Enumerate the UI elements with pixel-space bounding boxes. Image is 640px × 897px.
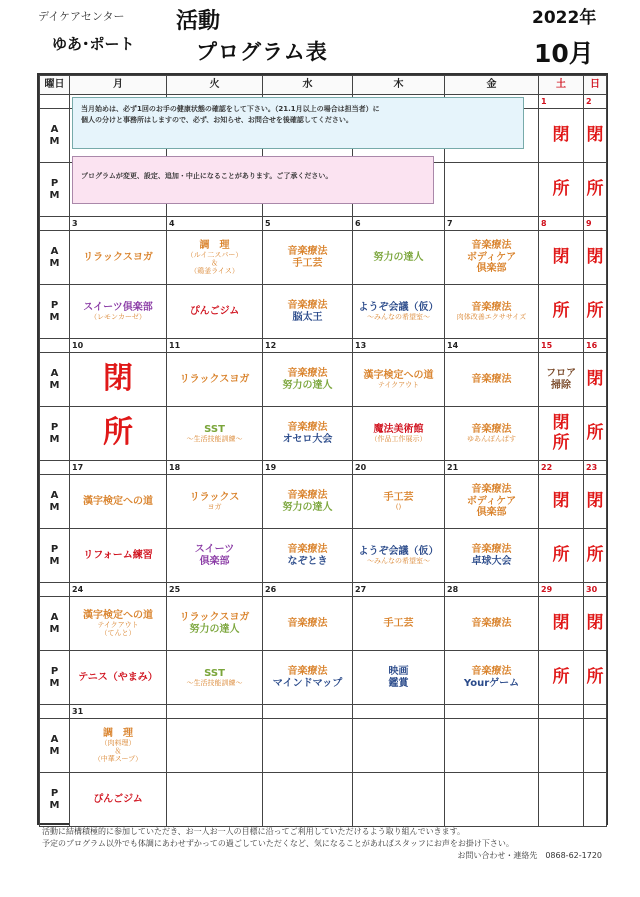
activity-cell (353, 719, 445, 773)
activity-name: 魔法美術館 (373, 423, 424, 435)
activity-cell (70, 529, 167, 583)
activity-cell (584, 109, 607, 163)
activity-name: 音楽療法 (471, 373, 512, 385)
activity-detail: 脳太王 (292, 311, 323, 323)
activity-name: ようぞ会議（仮） (358, 545, 439, 557)
activity-detail: テイクアウト （てんと） (97, 621, 139, 638)
activity-cell (263, 475, 353, 529)
ampm-label: A M (40, 353, 70, 407)
facility-name: ゆあ･ポート (52, 35, 135, 53)
date-number: 31 (70, 705, 167, 719)
activity-cell (539, 597, 584, 651)
activity-cell (539, 773, 584, 827)
activity-name: 音楽療法 (471, 544, 512, 555)
activity-name: 音楽療法 (287, 368, 328, 379)
activity-cell (584, 529, 607, 583)
weekday-label: 水 (263, 76, 353, 95)
closed-mark: 閉 (586, 124, 604, 145)
activity-cell (445, 773, 539, 827)
activity-cell (584, 773, 607, 827)
activity-detail: （ルイ二スパー） ＆ （鶏釜ライス） (186, 251, 243, 276)
activity-cell (445, 353, 539, 407)
date-number: 20 (353, 461, 445, 475)
date-row (40, 217, 607, 231)
activity-detail: ゆあんぽんぱす (467, 435, 516, 444)
activity-cell (539, 353, 584, 407)
closed-mark: 所 (552, 666, 570, 687)
activity-name: SST (204, 423, 225, 435)
activity-name: 音楽療法 (471, 240, 512, 252)
activity-name: リラックス (189, 491, 240, 503)
activity-cell (167, 719, 263, 773)
footer (42, 826, 612, 862)
activity-cell (353, 285, 445, 339)
activity-name: 音楽療法 (287, 246, 328, 257)
activity-name: 音楽療法 (471, 617, 512, 629)
activity-detail: テイクアウト (377, 381, 420, 390)
closed-mark: 閉 (552, 612, 570, 633)
closed-mark: 閉 (552, 124, 570, 145)
date-number: 4 (167, 217, 263, 231)
weekday-label: 曜日 (40, 76, 70, 95)
month-label: 10月 (534, 39, 594, 68)
activity-detail: Yourゲーム (463, 677, 520, 689)
activity-name: 音楽療法 (287, 422, 328, 433)
weekday-label: 土 (539, 76, 584, 95)
am-row (40, 353, 607, 407)
weekday-label: 日 (584, 76, 607, 95)
closed-mark: 所 (103, 415, 133, 451)
closed-mark: 所 (552, 544, 570, 565)
activity-cell (539, 651, 584, 705)
weekday-header-row (40, 76, 607, 95)
activity-cell (70, 231, 167, 285)
closed-mark: 所 (586, 422, 604, 443)
ampm-label (40, 339, 70, 353)
activity-cell (539, 407, 584, 461)
activity-cell (70, 773, 167, 827)
date-number (539, 705, 584, 719)
activity-cell (167, 285, 263, 339)
pm-row (40, 651, 607, 705)
closed-mark: 所 (552, 178, 570, 199)
activity-cell (539, 529, 584, 583)
activity-cell (167, 773, 263, 827)
activity-name: 音楽療法 (471, 301, 512, 313)
ampm-label (40, 705, 70, 719)
activity-cell (584, 407, 607, 461)
activity-cell (445, 529, 539, 583)
date-row (40, 705, 607, 719)
activity-name: 漢字検定への道 (83, 495, 153, 507)
closed-mark: 閉 所 (552, 412, 570, 453)
activity-name: 調 理 (199, 239, 230, 251)
closed-mark: 閉 (586, 368, 604, 389)
activity-name: 漢字検定への道 (363, 369, 434, 381)
activity-name: スイーツ倶楽部 (83, 301, 153, 313)
activity-cell (70, 597, 167, 651)
activity-name: リフォーム練習 (83, 549, 153, 561)
date-row (40, 583, 607, 597)
notice-pm: プログラムが変更、設定、追加・中止になることがあります。ご了承ください。 (72, 156, 434, 204)
activity-cell (539, 719, 584, 773)
activity-cell (263, 773, 353, 827)
closed-mark: 閉 (586, 490, 604, 511)
activity-cell (263, 719, 353, 773)
ampm-label: A M (40, 597, 70, 651)
activity-detail: () (395, 503, 402, 512)
activity-cell (70, 475, 167, 529)
activity-name: 調 理 (103, 727, 133, 739)
activity-cell (167, 475, 263, 529)
date-number: 16 (584, 339, 607, 353)
closed-mark: 所 (586, 178, 604, 199)
weekday-label: 火 (167, 76, 263, 95)
am-row (40, 475, 607, 529)
activity-name: 音楽療法 (471, 666, 512, 677)
year-label: 2022年 (532, 8, 597, 28)
am-row (40, 597, 607, 651)
activity-cell (353, 597, 445, 651)
ampm-label: A M (40, 109, 70, 163)
date-number (167, 705, 263, 719)
activity-cell (263, 407, 353, 461)
activity-detail: 努力の達人 (282, 379, 333, 391)
activity-cell (353, 529, 445, 583)
facility-type: デイケアセンター (38, 10, 125, 23)
activity-cell (353, 773, 445, 827)
date-number: 11 (167, 339, 263, 353)
pm-row (40, 285, 607, 339)
activity-detail: オセロ大会 (282, 433, 333, 445)
activity-cell (584, 353, 607, 407)
activity-cell (167, 597, 263, 651)
activity-cell (539, 231, 584, 285)
date-number: 22 (539, 461, 584, 475)
activity-name: スイーツ 倶楽部 (194, 544, 235, 567)
activity-name: ぴんごジム (189, 305, 240, 317)
activity-name: 音楽療法 (287, 544, 328, 555)
date-row (40, 461, 607, 475)
activity-name: ようぞ会議（仮） (358, 301, 439, 313)
date-number: 14 (445, 339, 539, 353)
activity-cell (539, 109, 584, 163)
pm-row (40, 773, 607, 827)
ampm-label (40, 461, 70, 475)
activity-name: SST (204, 667, 225, 679)
date-number: 3 (70, 217, 167, 231)
activity-cell (445, 475, 539, 529)
date-number: 23 (584, 461, 607, 475)
date-number: 28 (445, 583, 539, 597)
activity-name: リラックスヨガ (83, 251, 153, 263)
activity-cell (353, 651, 445, 705)
date-number: 12 (263, 339, 353, 353)
ampm-label: A M (40, 719, 70, 773)
date-number: 17 (70, 461, 167, 475)
activity-cell (263, 597, 353, 651)
activity-cell (70, 719, 167, 773)
date-row (40, 339, 607, 353)
activity-name: 音楽療法 (287, 300, 328, 311)
activity-detail: （肉料理） ＆ （中華スープ） (93, 739, 143, 764)
closed-mark: 所 (552, 300, 570, 321)
ampm-label: P M (40, 285, 70, 339)
activity-cell (445, 407, 539, 461)
ampm-label: P M (40, 651, 70, 705)
activity-cell (263, 285, 353, 339)
date-number: 19 (263, 461, 353, 475)
date-number: 2 (584, 95, 607, 109)
closed-mark: 閉 (586, 612, 604, 633)
activity-cell (167, 353, 263, 407)
date-number: 30 (584, 583, 607, 597)
program-title: プログラム表 (196, 40, 328, 64)
closed-mark: 閉 (552, 246, 570, 267)
closed-mark: 所 (586, 300, 604, 321)
activity-name: 手工芸 (383, 617, 414, 629)
activity-name: リラックスヨガ (179, 612, 250, 623)
activity-cell (263, 353, 353, 407)
activity-detail: 手工芸 (292, 257, 323, 269)
weekday-label: 月 (70, 76, 167, 95)
pm-row (40, 407, 607, 461)
date-number (584, 705, 607, 719)
date-number: 5 (263, 217, 353, 231)
activity-cell (353, 407, 445, 461)
date-number: 25 (167, 583, 263, 597)
activity-detail: 努力の達人 (189, 623, 240, 635)
activity-detail: 〜生活技能訓練〜 (186, 435, 243, 444)
closed-mark: 閉 (586, 246, 604, 267)
ampm-label: P M (40, 773, 70, 827)
activity-cell (584, 285, 607, 339)
date-number: 1 (539, 95, 584, 109)
contact-info: お問い合わせ・連絡先 0868-62-1720 (457, 851, 602, 860)
date-number: 24 (70, 583, 167, 597)
activity-name: 漢字検定への道 (83, 609, 153, 621)
activity-detail: 〜生活技能訓練〜 (186, 679, 243, 688)
pm-row (40, 529, 607, 583)
date-number: 15 (539, 339, 584, 353)
activity-name: テニス（やまみ） (78, 671, 158, 683)
activity-detail: マインドマップ (272, 677, 343, 689)
activity-cell (584, 651, 607, 705)
activity-cell (445, 231, 539, 285)
closed-mark: 閉 (552, 490, 570, 511)
closed-mark: 所 (586, 666, 604, 687)
activity-cell (70, 285, 167, 339)
activity-cell (70, 353, 167, 407)
activity-detail: ボディケア 倶楽部 (466, 495, 517, 519)
ampm-label: P M (40, 163, 70, 217)
date-number: 6 (353, 217, 445, 231)
weekday-label: 金 (445, 76, 539, 95)
activity-name: 音楽療法 (287, 617, 328, 629)
closed-mark: 所 (586, 544, 604, 565)
ampm-label (40, 217, 70, 231)
activity-detail: 〜みんなの希望室〜 (367, 313, 430, 322)
activity-cell (445, 163, 539, 217)
activity-detail: 〜みんなの希望室〜 (367, 557, 430, 566)
date-number: 7 (445, 217, 539, 231)
activity-cell (167, 231, 263, 285)
activity-detail: （作品工作展示） (370, 435, 427, 444)
activity-cell (70, 407, 167, 461)
activity-cell (70, 651, 167, 705)
date-number: 21 (445, 461, 539, 475)
date-number: 10 (70, 339, 167, 353)
date-number: 18 (167, 461, 263, 475)
activity-cell (445, 285, 539, 339)
activity-detail: 卓球大会 (471, 555, 512, 567)
date-number: 8 (539, 217, 584, 231)
activity-cell (445, 651, 539, 705)
ampm-label: A M (40, 475, 70, 529)
activity-detail: ヨガ (207, 503, 222, 512)
date-number: 13 (353, 339, 445, 353)
date-number: 29 (539, 583, 584, 597)
activity-name: 努力の達人 (373, 251, 424, 263)
activity-name: 手工芸 (383, 491, 414, 503)
ampm-label (40, 583, 70, 597)
activity-name: 音楽療法 (287, 490, 328, 501)
activity-cell (445, 597, 539, 651)
footer-line-1: 活動に結構積極的に参加していただき、お一人お一人の目標に沿ってご利用していただけるよう取り組んでいきます。 (42, 827, 466, 836)
date-number (263, 705, 353, 719)
activity-cell (263, 529, 353, 583)
activity-cell (539, 475, 584, 529)
date-number (445, 705, 539, 719)
activity-cell (584, 597, 607, 651)
activity-heading: 活動 (176, 9, 221, 34)
activity-name: 音楽療法 (287, 666, 328, 677)
activity-cell (584, 475, 607, 529)
ampm-label (40, 95, 70, 109)
activity-cell (263, 651, 353, 705)
activity-cell (539, 285, 584, 339)
activity-detail: （レモンカーゼ） (90, 313, 146, 322)
notice-am: 当月始めは、必ず1回のお手の健康状態の確認をして下さい。（21.1月以上の場合は担当者）に 個人の分けと事務所はしますので、必ず、お知らせ、お問合せを後確認してください。 (72, 97, 524, 149)
closed-mark: 閉 (103, 361, 133, 397)
date-number: 26 (263, 583, 353, 597)
activity-cell (167, 529, 263, 583)
activity-detail: ボディケア 倶楽部 (466, 251, 517, 275)
activity-cell (584, 231, 607, 285)
activity-detail: 肉体改善エクササイズ (456, 313, 527, 322)
weekday-label: 木 (353, 76, 445, 95)
ampm-label: A M (40, 231, 70, 285)
activity-cell (353, 353, 445, 407)
date-number: 27 (353, 583, 445, 597)
date-number (353, 705, 445, 719)
activity-cell (353, 231, 445, 285)
am-row (40, 231, 607, 285)
activity-cell (584, 163, 607, 217)
activity-name: 音楽療法 (471, 484, 512, 496)
ampm-label: P M (40, 407, 70, 461)
activity-name: 映画 鑑賞 (388, 666, 409, 689)
activity-cell (445, 719, 539, 773)
activity-cell (539, 163, 584, 217)
date-number: 9 (584, 217, 607, 231)
activity-detail: なぞとき (287, 555, 328, 567)
activity-cell (584, 719, 607, 773)
activity-detail: 努力の達人 (282, 501, 333, 513)
ampm-label: P M (40, 529, 70, 583)
activity-cell (167, 407, 263, 461)
activity-cell (353, 475, 445, 529)
activity-cell (263, 231, 353, 285)
activity-name: 音楽療法 (471, 423, 512, 435)
footer-line-2: 予定のプログラム以外でも体調にあわせずかっての過ごしていただくなど、気になることがあればスタッフにお声をお掛け下さい。 (42, 839, 514, 848)
activity-name: フロア 掃除 (546, 368, 576, 391)
activity-name: リラックスヨガ (179, 373, 250, 385)
activity-name: ぴんごジム (93, 793, 143, 805)
activity-cell (167, 651, 263, 705)
am-row (40, 719, 607, 773)
